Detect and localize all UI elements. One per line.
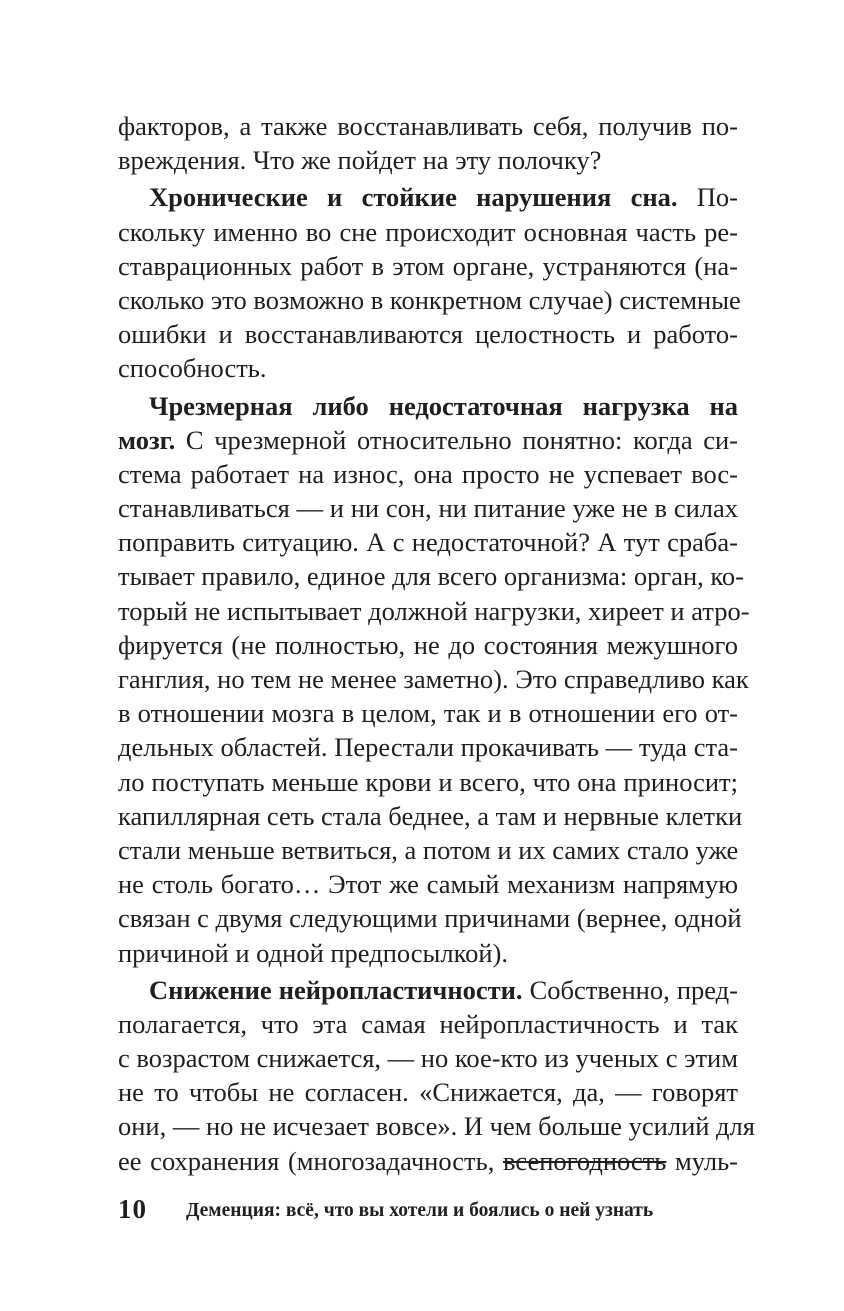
bold-run-in-heading: Хронические и стойкие нарушения сна.: [149, 182, 678, 213]
text-line: [118, 833, 738, 867]
bold-run-in-heading: Чрезмерная либо недостаточная нагрузка на: [149, 390, 738, 421]
text-line: [118, 559, 745, 593]
text-run: в отношении мозга в целом, так и в отношении его от-: [118, 698, 738, 729]
text-run: они, — но не исчезает вовсе». И чем больше усилий для: [118, 1111, 755, 1142]
text-line: [118, 423, 738, 457]
text-run: капиллярная сеть стала беднее, а там и нервные клетки: [118, 800, 743, 831]
text-run: торый не испытывает должной нагрузки, хиреет и атро-: [118, 595, 750, 626]
text-run: полагается, что эта самая нейропластичность и так: [118, 1008, 738, 1039]
text-line: [118, 765, 738, 799]
text-run: не столь богато… Этот же самый механизм напрямую: [118, 869, 738, 900]
text-line: [118, 1075, 738, 1109]
text-run: станавливаться — и ни сон, ни питание уже не в силах: [118, 493, 738, 524]
text-run: С чрезмерной относительно понятно: когда си-: [175, 424, 738, 455]
strikethrough-word: всепогодность: [503, 1145, 667, 1176]
text-line: [118, 662, 749, 696]
text-run: не то чтобы не согласен. «Снижается, да, — говорят: [118, 1077, 738, 1108]
text-run: ее сохранения (многозадачность,: [118, 1145, 503, 1176]
text-run: вреждения. Что же пойдет на эту полочку?: [118, 145, 602, 176]
text-line: [118, 1144, 738, 1178]
text-line: [118, 867, 738, 901]
text-line: [118, 1007, 738, 1041]
text-line: [118, 249, 738, 283]
text-run: муль-: [666, 1145, 738, 1176]
running-title: Деменция: всё, что вы хотели и боялись о ней узнать: [186, 1200, 654, 1221]
text-run: с возрастом снижается, — но кое-кто из ученых с этим: [118, 1043, 738, 1074]
text-line: [118, 628, 738, 662]
text-line: [118, 901, 742, 935]
text-line: [118, 525, 738, 559]
text-run: скольку именно во сне происходит основная часть ре-: [118, 216, 738, 247]
text-line: [118, 936, 738, 970]
text-run: тывает правило, единое для всего организма: орган, ко-: [118, 561, 745, 592]
text-line: [118, 491, 738, 525]
text-run: причиной и одной предпосылкой).: [118, 937, 508, 968]
text-line: [118, 283, 741, 317]
text-run: способность.: [118, 353, 267, 384]
text-run: По-: [677, 182, 738, 213]
text-run: связан с двумя следующими причинами (вернее, одной: [118, 903, 742, 934]
text-run: факторов, а также восстанавливать себя, получив по-: [118, 111, 738, 141]
page-footer: [118, 1194, 738, 1228]
text-run: ло поступать меньше крови и всего, что она приносит;: [118, 766, 738, 797]
text-run: фируется (не полностью, не до состояния межушного: [118, 629, 738, 660]
text-line: [118, 1109, 755, 1143]
paragraph: [118, 180, 741, 385]
bold-run-in-heading: Снижение нейропластичности.: [149, 974, 523, 1005]
text-line: [118, 215, 738, 249]
text-line: [118, 351, 738, 385]
text-line: [118, 730, 738, 764]
text-line: [118, 317, 738, 351]
text-run: поправить ситуацию. А с недостаточной? А тут сраба-: [118, 527, 738, 558]
text-line: [118, 973, 738, 1007]
text-line: [118, 799, 743, 833]
text-run: стема работает на износ, она просто не успевает вос-: [118, 458, 738, 489]
text-line: [118, 389, 738, 423]
text-line: [118, 143, 738, 177]
text-run: ставрационных работ в этом органе, устраняются (на-: [118, 250, 738, 281]
paragraph: [118, 973, 755, 1178]
text-run: дельных областей. Перестали прокачивать — туда ста-: [118, 732, 738, 763]
text-line: [118, 109, 738, 143]
text-line: [118, 180, 738, 214]
bold-run-in-heading: мозг.: [118, 424, 176, 455]
text-run: ганглия, но тем не менее заметно). Это справедливо как: [118, 664, 749, 694]
text-line: [118, 594, 750, 628]
text-run: Собственно, пред-: [522, 974, 738, 1005]
text-line: [118, 1041, 738, 1075]
paragraph: [118, 109, 738, 177]
text-run: стали меньше ветвиться, а потом и их самих стало уже: [118, 834, 739, 865]
text-line: [118, 696, 738, 730]
text-line: [118, 457, 738, 491]
text-run: сколько это возможно в конкретном случае) системные: [118, 284, 741, 315]
page-body-text: [118, 109, 755, 1178]
paragraph: [118, 389, 750, 970]
page-number: 10: [118, 1194, 147, 1224]
text-run: ошибки и восстанавливаются целостность и работо-: [118, 319, 738, 350]
